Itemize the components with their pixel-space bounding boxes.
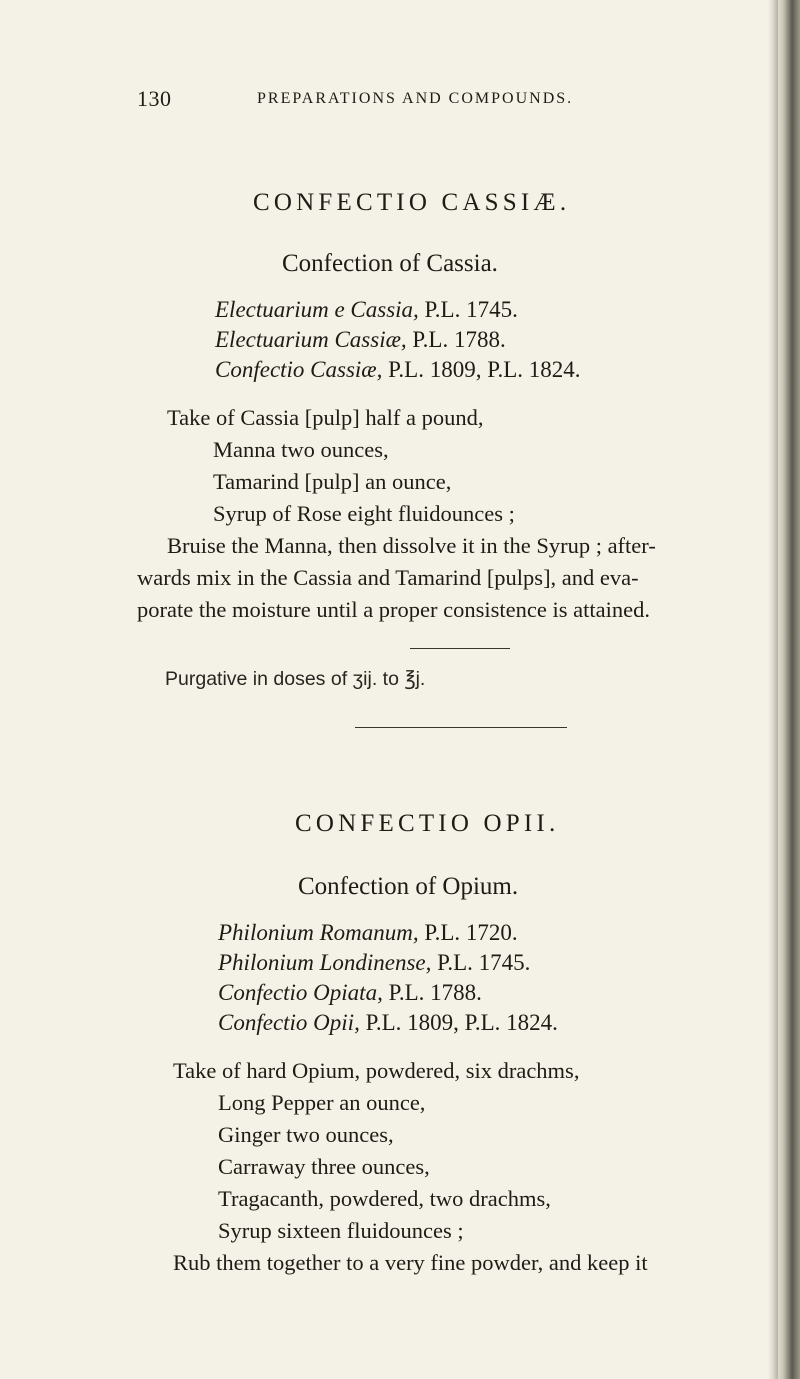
- recipe-line: Long Pepper an ounce,: [218, 1090, 426, 1115]
- synonym-line: [215, 297, 518, 323]
- synonym-line: [218, 950, 530, 976]
- synonym-name: Philonium Romanum,: [218, 920, 419, 945]
- synonym-name: Confectio Cassiæ,: [215, 357, 383, 382]
- recipe-line: Manna two ounces,: [213, 437, 389, 462]
- synonym-ref: P.L. 1745.: [424, 297, 518, 322]
- recipe-line: Carraway three ounces,: [218, 1154, 430, 1179]
- recipe-line: wards mix in the Cassia and Tamarind [pulps], and eva-: [137, 565, 639, 590]
- synonym-line: [218, 980, 482, 1006]
- recipe-line: Rub them together to a very fine powder, and keep it: [173, 1250, 648, 1275]
- synonym-line: [215, 357, 581, 383]
- dosage-note: Purgative in doses of ʒij. to ℥j.: [165, 668, 426, 690]
- section-subtitle-opium: Confection of Opium.: [298, 873, 519, 900]
- synonym-ref: P.L. 1809, P.L. 1824.: [365, 1010, 558, 1035]
- synonym-name: Philonium Londinense,: [218, 950, 432, 975]
- page-gutter: [768, 0, 778, 1379]
- running-head: PREPARATIONS AND COMPOUNDS.: [257, 90, 574, 107]
- page-number: 130: [137, 86, 172, 111]
- recipe-line: Tamarind [pulp] an ounce,: [213, 469, 452, 494]
- synonym-name: Electuarium e Cassia,: [215, 297, 419, 322]
- synonym-name: Electuarium Cassiæ,: [215, 327, 407, 352]
- short-divider: [410, 648, 510, 649]
- recipe-line: Bruise the Manna, then dissolve it in the Syrup ; after-: [167, 533, 656, 558]
- synonym-ref: P.L. 1788.: [412, 327, 506, 352]
- recipe-line: porate the moisture until a proper consistence is attained.: [137, 597, 650, 622]
- synonym-name: Confectio Opiata,: [218, 980, 383, 1005]
- section-subtitle-cassia: Confection of Cassia.: [282, 250, 498, 277]
- synonym-ref: P.L. 1745.: [437, 950, 531, 975]
- synonym-line: [218, 1010, 558, 1036]
- recipe-line: Ginger two ounces,: [218, 1122, 394, 1147]
- section-divider: [355, 727, 567, 728]
- synonym-line: [215, 327, 506, 353]
- recipe-line: Syrup sixteen fluidounces ;: [218, 1218, 464, 1243]
- recipe-line: Syrup of Rose eight fluidounces ;: [213, 501, 515, 526]
- synonym-name: Confectio Opii,: [218, 1010, 360, 1035]
- recipe-line: Tragacanth, powdered, two drachms,: [218, 1186, 551, 1211]
- section-title-cassia: CONFECTIO CASSIÆ.: [253, 189, 571, 216]
- section-title-opium: CONFECTIO OPII.: [295, 810, 560, 837]
- synonym-line: [218, 920, 518, 946]
- recipe-line: Take of Cassia [pulp] half a pound,: [167, 405, 484, 430]
- recipe-line: Take of hard Opium, powdered, six drachms,: [173, 1058, 580, 1083]
- synonym-ref: P.L. 1809, P.L. 1824.: [388, 357, 581, 382]
- synonym-ref: P.L. 1720.: [424, 920, 518, 945]
- synonym-ref: P.L. 1788.: [388, 980, 482, 1005]
